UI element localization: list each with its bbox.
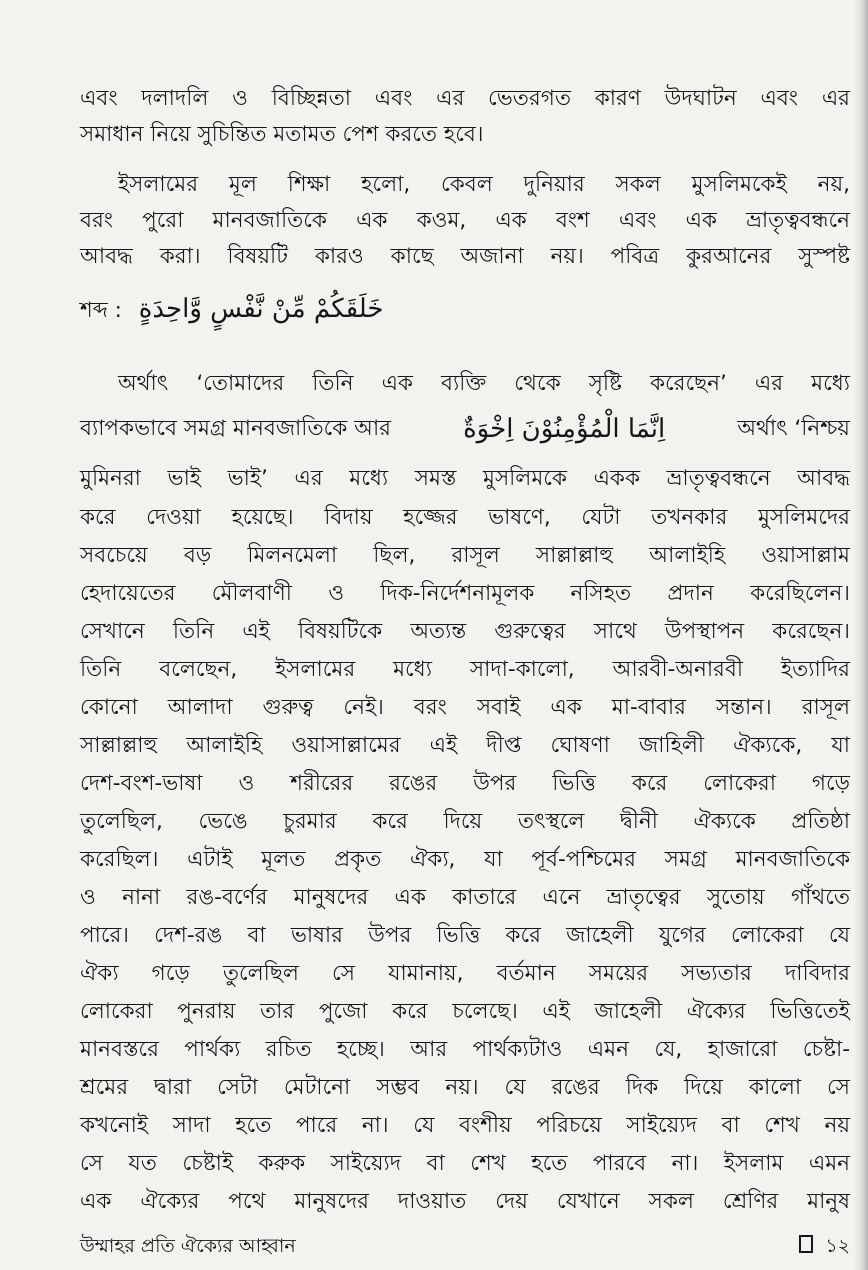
text-line-with-arabic [80, 294, 850, 326]
page-footer [80, 1233, 850, 1259]
text-line: তিনি বলেছেন, ইসলামের মধ্যে সাদা-কালো, আরবী-অনারবী ইত্যাদির [80, 657, 850, 682]
text-line-with-arabic [80, 414, 850, 444]
text-line: ও নানা রঙ-বর্ণের মানুষদের এক কাতারে এনে ভ্রাতৃত্বের সুতোয় গাঁথতে [80, 885, 850, 910]
text-fragment: অর্থাৎ ‘নিশ্চয় [737, 416, 850, 441]
text-line: লোকেরা পুনরায় তার পুজো করে চলেছে। এই জাহেলী ঐক্যের ভিত্তিতেই [80, 999, 850, 1024]
text-line: সমাধান নিয়ে সুচিন্তিত মতামত পেশ করতে হবে। [80, 122, 484, 147]
text-line: সেখানে তিনি এই বিষয়টিকে অত্যন্ত গুরুত্বের সাথে উপস্থাপন করেছেন। [80, 619, 850, 644]
text-line: করে দেওয়া হয়েছে। বিদায় হজ্জের ভাষণে, যেটা তখনকার মুসলিমদের [80, 505, 850, 530]
text-line: আবদ্ধ করা। বিষয়টি কারও কাছে অজানা নয়। পবিত্র কুরআনের সুস্পষ্ট [80, 244, 850, 269]
text-line: এবং দলাদলি ও বিচ্ছিন্নতা এবং এর ভেতরগত কারণ উদঘাটন এবং এর [80, 86, 850, 111]
text-line: সবচেয়ে বড় মিলনমেলা ছিল, রাসূল সাল্লাল্লাহু আলাইহি ওয়াসাল্লাম [80, 543, 850, 568]
text-line: মানবস্তরে পার্থক্য রচিত হচ্ছে। আর পার্থক্যটাও এমন যে, হাজারো চেষ্টা- [80, 1037, 850, 1062]
text-line: কখনোই সাদা হতে পারে না। যে বংশীয় পরিচয়ে সাইয়্যেদ বা শেখ নয় [80, 1113, 850, 1138]
text-line: হেদায়েতের মৌলবাণী ও দিক-নির্দেশনামূলক নসিহত প্রদান করেছিলেন। [80, 581, 850, 606]
text-line: করেছিল। এটাই মূলত প্রকৃত ঐক্য, যা পূর্ব-পশ্চিমের সমগ্র মানবজাতিকে [80, 847, 850, 872]
page-edge-shadow [854, 0, 868, 1270]
text-line: ইসলামের মূল শিক্ষা হলো, কেবল দুনিয়ার সকল মুসলিমকেই নয়, [118, 172, 850, 197]
page-number-group [799, 1233, 850, 1259]
text-line: মুমিনরা ভাই ভাই’ এর মধ্যে সমস্ত মুসলিমকে একক ভ্রাতৃত্ববন্ধনে আবদ্ধ [80, 466, 850, 491]
text-line: সাল্লাল্লাহু আলাইহি ওয়াসাল্লামের এই দীপ্ত ঘোষণা জাহিলী ঐক্যকে, যা [80, 733, 850, 758]
arabic-verse: خَلَقَكُمْ مِّنْ نَّفْسٍ وَّاحِدَةٍ [138, 294, 384, 324]
square-box-icon [799, 1235, 813, 1253]
page-number: ১২ [825, 1235, 850, 1257]
text-line: পারে। দেশ-রঙ বা ভাষার উপর ভিত্তি করে জাহেলী যুগের লোকেরা যে [80, 923, 850, 948]
text-line: সে যত চেষ্টাই করুক সাইয়্যেদ বা শেখ হতে পারবে না। ইসলাম এমন [80, 1151, 850, 1176]
running-title: উম্মাহর প্রতি ঐক্যের আহ্বান [80, 1235, 296, 1257]
text-line: তুলেছিল, ভেঙে চুরমার করে দিয়ে তৎস্থলে দ্বীনী ঐক্যকে প্রতিষ্ঠা [80, 809, 850, 834]
text-line: শ্রমের দ্বারা সেটা মেটানো সম্ভব নয়। যে রঙের দিক দিয়ে কালো সে [80, 1075, 850, 1100]
text-line: দেশ-বংশ-ভাষা ও শরীরের রঙের উপর ভিত্তি করে লোকেরা গড়ে [80, 771, 850, 796]
text-fragment: শব্দ : [80, 298, 122, 323]
text-line: এক ঐক্যের পথে মানুষদের দাওয়াত দেয় যেখানে সকল শ্রেণির মানুষ [80, 1189, 850, 1214]
text-line: অর্থাৎ ‘তোমাদের তিনি এক ব্যক্তি থেকে সৃষ্টি করেছেন’ এর মধ্যে [118, 371, 850, 396]
text-line: কোনো আলাদা গুরুত্ব নেই। বরং সবাই এক মা-বাবার সন্তান। রাসূল [80, 695, 850, 720]
text-fragment: ব্যাপকভাবে সমগ্র মানবজাতিকে আর [80, 416, 391, 441]
arabic-verse: اِنَّمَا الْمُؤْمِنُوْنَ اِخْوَةٌ [463, 414, 666, 444]
text-line: বরং পুরো মানবজাতিকে এক কওম, এক বংশ এবং এক ভ্রাতৃত্ববন্ধনে [80, 208, 850, 233]
text-line: ঐক্য গড়ে তুলেছিল সে যামানায়, বর্তমান সময়ের সভ্যতার দাবিদার [80, 961, 850, 986]
